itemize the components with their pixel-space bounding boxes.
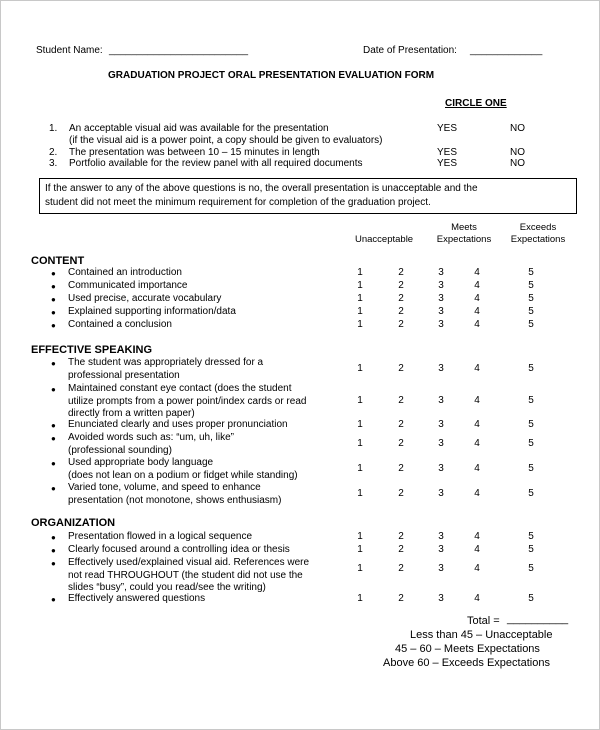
date-field[interactable]: _____________ [470, 45, 543, 56]
score-option[interactable]: 4 [474, 319, 480, 330]
score-option[interactable]: 5 [528, 531, 534, 542]
date-label: Date of Presentation: [363, 45, 457, 56]
score-option[interactable]: 2 [398, 544, 404, 555]
scoring-unacceptable: Less than 45 – Unacceptable [410, 629, 553, 641]
answer-yes[interactable]: YES [437, 123, 458, 134]
score-option[interactable]: 1 [357, 419, 363, 430]
score-option[interactable]: 5 [528, 593, 534, 604]
bullet-icon: ● [51, 269, 56, 278]
score-option[interactable]: 4 [474, 293, 480, 304]
score-option[interactable]: 3 [438, 419, 444, 430]
criterion-text: Explained supporting information/data [68, 306, 236, 317]
score-option[interactable]: 4 [474, 531, 480, 542]
criterion-text: not read THROUGHOUT (the student did not use the [68, 569, 303, 581]
score-option[interactable]: 2 [398, 488, 404, 499]
criterion-text: Presentation flowed in a logical sequence [68, 531, 253, 542]
score-option[interactable]: 2 [398, 593, 404, 604]
criterion-text: Contained a conclusion [68, 319, 172, 330]
score-option[interactable]: 1 [357, 280, 363, 291]
criterion-text: Avoided words such as: “um, uh, like” [68, 432, 235, 443]
section-title: EFFECTIVE SPEAKING [31, 344, 153, 356]
header-meets-expectations [432, 222, 496, 246]
notice-line: If the answer to any of the above questions is no, the overall presentation is unacceptable and the [45, 183, 478, 194]
criterion-text: Maintained constant eye contact (does the student [68, 383, 292, 394]
score-option[interactable]: 1 [357, 593, 363, 604]
student-name-field[interactable]: _________________________ [109, 45, 249, 56]
score-option[interactable]: 5 [528, 395, 534, 406]
score-option[interactable]: 3 [438, 267, 444, 278]
scoring-exceeds: Above 60 – Exceeds Expectations [383, 657, 550, 669]
score-option[interactable]: 1 [357, 319, 363, 330]
score-option[interactable]: 5 [528, 563, 534, 574]
score-option[interactable]: 2 [398, 531, 404, 542]
score-option[interactable]: 5 [528, 419, 534, 430]
score-option[interactable]: 4 [474, 280, 480, 291]
header-exceeds-line: Exceeds [519, 222, 557, 233]
score-option[interactable]: 2 [398, 463, 404, 474]
bullet-icon: ● [51, 434, 56, 443]
score-option[interactable]: 1 [357, 306, 363, 317]
criterion-text: slides “busy”, could you read/see the writing) [68, 582, 266, 593]
section-title: CONTENT [31, 255, 85, 267]
score-option[interactable]: 4 [474, 306, 480, 317]
bullet-icon: ● [51, 421, 56, 430]
answer-yes[interactable]: YES [437, 158, 458, 169]
criterion-text: (professional sounding) [68, 444, 172, 456]
score-option[interactable]: 2 [398, 319, 404, 330]
criterion-text: Communicated importance [68, 280, 188, 291]
criterion-text: Clearly focused around a controlling idea or thesis [68, 544, 290, 555]
criterion-text: Enunciated clearly and uses proper pronunciation [68, 419, 288, 430]
question-number: 3. [49, 158, 58, 169]
question-text: The presentation was between 10 – 15 minutes in length [69, 147, 320, 158]
score-option[interactable]: 4 [474, 363, 480, 374]
score-option[interactable]: 1 [357, 488, 363, 499]
score-option[interactable]: 3 [438, 544, 444, 555]
answer-no[interactable]: NO [510, 147, 525, 158]
bullet-icon: ● [51, 484, 56, 493]
score-option[interactable]: 1 [357, 293, 363, 304]
score-option[interactable]: 2 [398, 293, 404, 304]
student-name-label: Student Name: [36, 45, 103, 56]
score-option[interactable]: 3 [438, 306, 444, 317]
score-option[interactable]: 4 [474, 544, 480, 555]
score-option[interactable]: 1 [357, 463, 363, 474]
criterion-text: directly from a written paper) [68, 408, 195, 419]
score-option[interactable]: 3 [438, 488, 444, 499]
score-option[interactable]: 4 [474, 395, 480, 406]
bullet-icon: ● [51, 321, 56, 330]
score-option[interactable]: 3 [438, 363, 444, 374]
question-text: (if the visual aid is a power point, a copy should be given to evaluators) [69, 135, 383, 146]
score-option[interactable]: 3 [438, 438, 444, 449]
criterion-text: utilize prompts from a power point/index cards or read [68, 395, 307, 407]
criterion-text: Contained an introduction [68, 267, 182, 278]
score-option[interactable]: 5 [528, 293, 534, 304]
score-option[interactable]: 3 [438, 593, 444, 604]
score-option[interactable]: 1 [357, 438, 363, 449]
score-option[interactable]: 1 [357, 563, 363, 574]
score-option[interactable]: 4 [474, 488, 480, 499]
question-number: 2. [49, 147, 58, 158]
score-option[interactable]: 4 [474, 419, 480, 430]
criterion-text: presentation (not monotone, shows enthusiasm) [68, 494, 282, 506]
header-meets-line: Meets [451, 222, 477, 233]
criterion-text: Used precise, accurate vocabulary [68, 293, 222, 304]
header-meets-line: Expectations [436, 234, 492, 245]
form-title: GRADUATION PROJECT ORAL PRESENTATION EVALUATION FORM [108, 70, 435, 81]
bullet-icon: ● [51, 295, 56, 304]
bullet-icon: ● [51, 385, 56, 394]
total-label: Total = [467, 615, 500, 627]
score-option[interactable]: 5 [528, 544, 534, 555]
score-option[interactable]: 5 [528, 267, 534, 278]
score-option[interactable]: 3 [438, 563, 444, 574]
scoring-meets: 45 – 60 – Meets Expectations [395, 643, 540, 655]
total-field[interactable]: __________ [507, 613, 569, 625]
score-option[interactable]: 1 [357, 395, 363, 406]
score-option[interactable]: 2 [398, 306, 404, 317]
score-option[interactable]: 4 [474, 563, 480, 574]
score-option[interactable]: 3 [438, 280, 444, 291]
criterion-text: Varied tone, volume, and speed to enhance [68, 482, 261, 493]
criterion-text: Effectively answered questions [68, 593, 206, 604]
score-option[interactable]: 2 [398, 363, 404, 374]
question-text: Portfolio available for the review panel with all required documents [69, 158, 363, 169]
criterion-text: Effectively used/explained visual aid. References were [68, 557, 310, 568]
notice-box [39, 178, 577, 214]
score-option[interactable]: 4 [474, 593, 480, 604]
notice-line: student did not meet the minimum requirement for completion of the graduation project. [45, 197, 431, 208]
criterion-text: (does not lean on a podium or fidget while standing) [68, 469, 298, 481]
header-exceeds-expectations [506, 222, 570, 246]
score-option[interactable]: 1 [357, 544, 363, 555]
score-option[interactable]: 2 [398, 563, 404, 574]
score-option[interactable]: 2 [398, 280, 404, 291]
score-option[interactable]: 2 [398, 438, 404, 449]
score-option[interactable]: 1 [357, 531, 363, 542]
score-option[interactable]: 5 [528, 280, 534, 291]
criterion-text: professional presentation [68, 369, 180, 381]
score-option[interactable]: 3 [438, 531, 444, 542]
bullet-icon: ● [51, 359, 56, 368]
score-option[interactable]: 2 [398, 267, 404, 278]
score-option[interactable]: 1 [357, 363, 363, 374]
score-option[interactable]: 5 [528, 319, 534, 330]
criterion-text: The student was appropriately dressed for a [68, 357, 264, 368]
criterion-text: Used appropriate body language [68, 457, 214, 468]
score-option[interactable]: 5 [528, 438, 534, 449]
score-option[interactable]: 2 [398, 395, 404, 406]
answer-yes[interactable]: YES [437, 147, 458, 158]
header-unacceptable: Unacceptable [355, 234, 414, 245]
bullet-icon: ● [51, 546, 56, 555]
score-option[interactable]: 4 [474, 438, 480, 449]
score-option[interactable]: 5 [528, 463, 534, 474]
bullet-icon: ● [51, 282, 56, 291]
score-option[interactable]: 1 [357, 267, 363, 278]
score-option[interactable]: 5 [528, 488, 534, 499]
bullet-icon: ● [51, 533, 56, 542]
bullet-icon: ● [51, 559, 56, 568]
score-option[interactable]: 3 [438, 319, 444, 330]
answer-no[interactable]: NO [510, 123, 525, 134]
score-option[interactable]: 4 [474, 267, 480, 278]
header-exceeds-line: Expectations [510, 234, 566, 245]
circle-one-label: CIRCLE ONE [445, 98, 507, 109]
score-option[interactable]: 4 [474, 463, 480, 474]
answer-no[interactable]: NO [510, 158, 525, 169]
score-option[interactable]: 3 [438, 293, 444, 304]
score-option[interactable]: 5 [528, 363, 534, 374]
score-option[interactable]: 5 [528, 306, 534, 317]
bullet-icon: ● [51, 459, 56, 468]
score-option[interactable]: 3 [438, 463, 444, 474]
question-text: An acceptable visual aid was available for the presentation [69, 123, 329, 134]
score-option[interactable]: 3 [438, 395, 444, 406]
bullet-icon: ● [51, 595, 56, 604]
section-title: ORGANIZATION [31, 517, 116, 529]
question-number: 1. [49, 123, 58, 134]
score-option[interactable]: 2 [398, 419, 404, 430]
bullet-icon: ● [51, 308, 56, 317]
